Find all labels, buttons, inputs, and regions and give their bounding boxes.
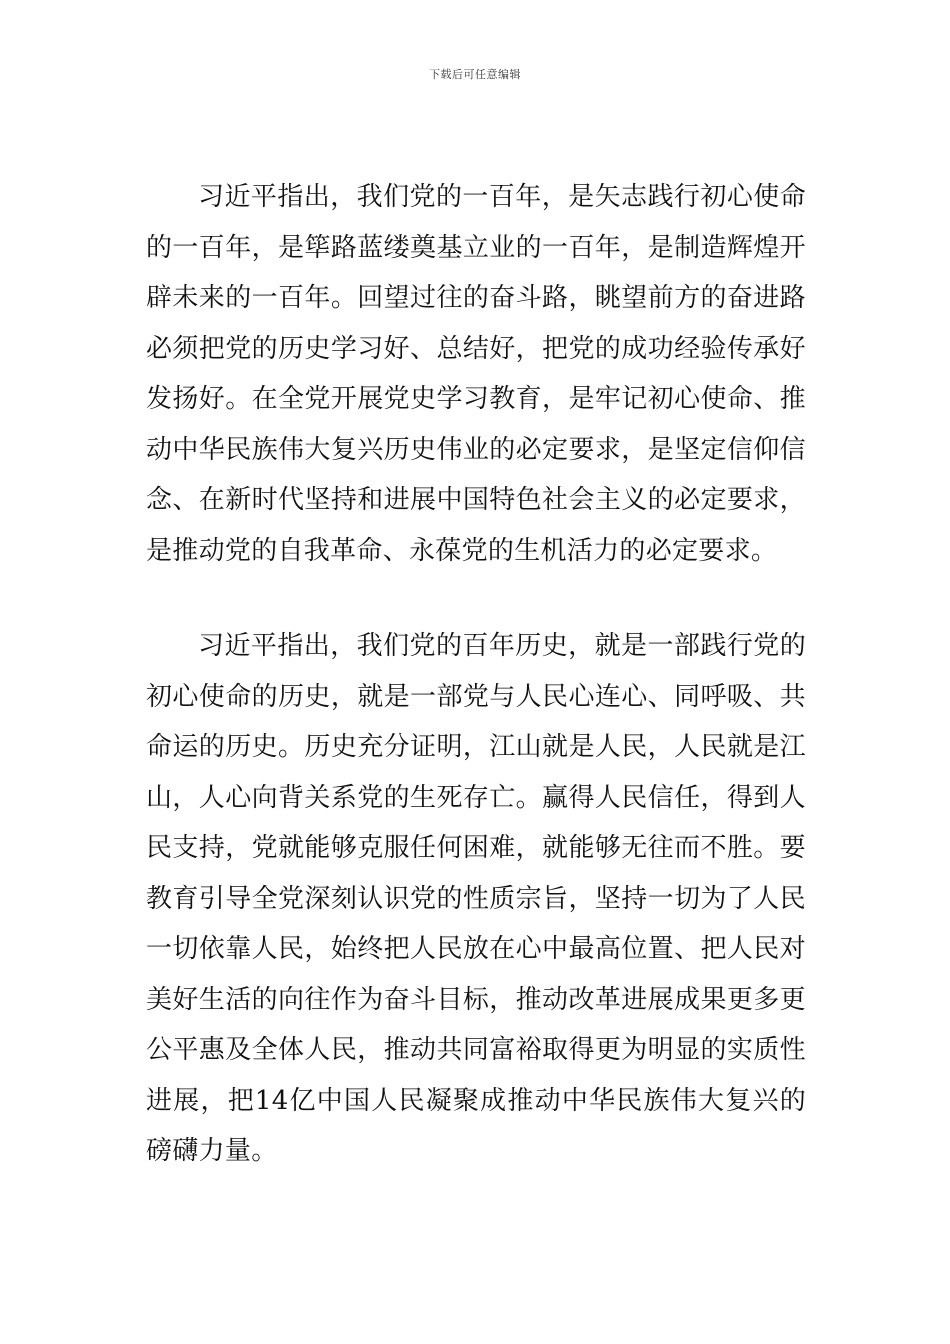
body-paragraph-1: 习近平指出，我们党的一百年，是矢志践行初心使命的一百年，是筚路蓝缕奠基立业的一百年，是制造辉煌开辟未来的一百年。回望过往的奋斗路，眺望前方的奋进路必须把党的历史学习好、总结好，把党的成功经验传承好发扬好。在全党开展党史学习教育，是牢记初心使命、推动中华民族伟大复兴历史伟业的必定要求，是坚定信仰信念、在新时代坚持和进展中国特色社会主义的必定要求，是推动党的自我革命、永葆党的生机活力的必定要求。 — [146, 182, 806, 566]
body-paragraph-2: 习近平指出，我们党的百年历史，就是一部践行党的初心使命的历史，就是一部党与人民心连心、同呼吸、共命运的历史。历史充分证明，江山就是人民，人民就是江山，人心向背关系党的生死存亡。赢得人民信任，得到人民支持，党就能够克服任何困难，就能够无往而不胜。要教育引导全党深刻认识党的性质宗旨，坚持一切为了人民一切依靠人民，始终把人民放在心中最高位置、把人民对美好生活的向往作为奋斗目标，推动改革进展成果更多更公平惠及全体人民，推动共同富裕取得更为明显的实质性进展，把14亿中国人民凝聚成推动中华民族伟大复兴的磅礴力量。 — [146, 631, 806, 1166]
header-note: 下载后可任意编辑 — [429, 68, 521, 81]
